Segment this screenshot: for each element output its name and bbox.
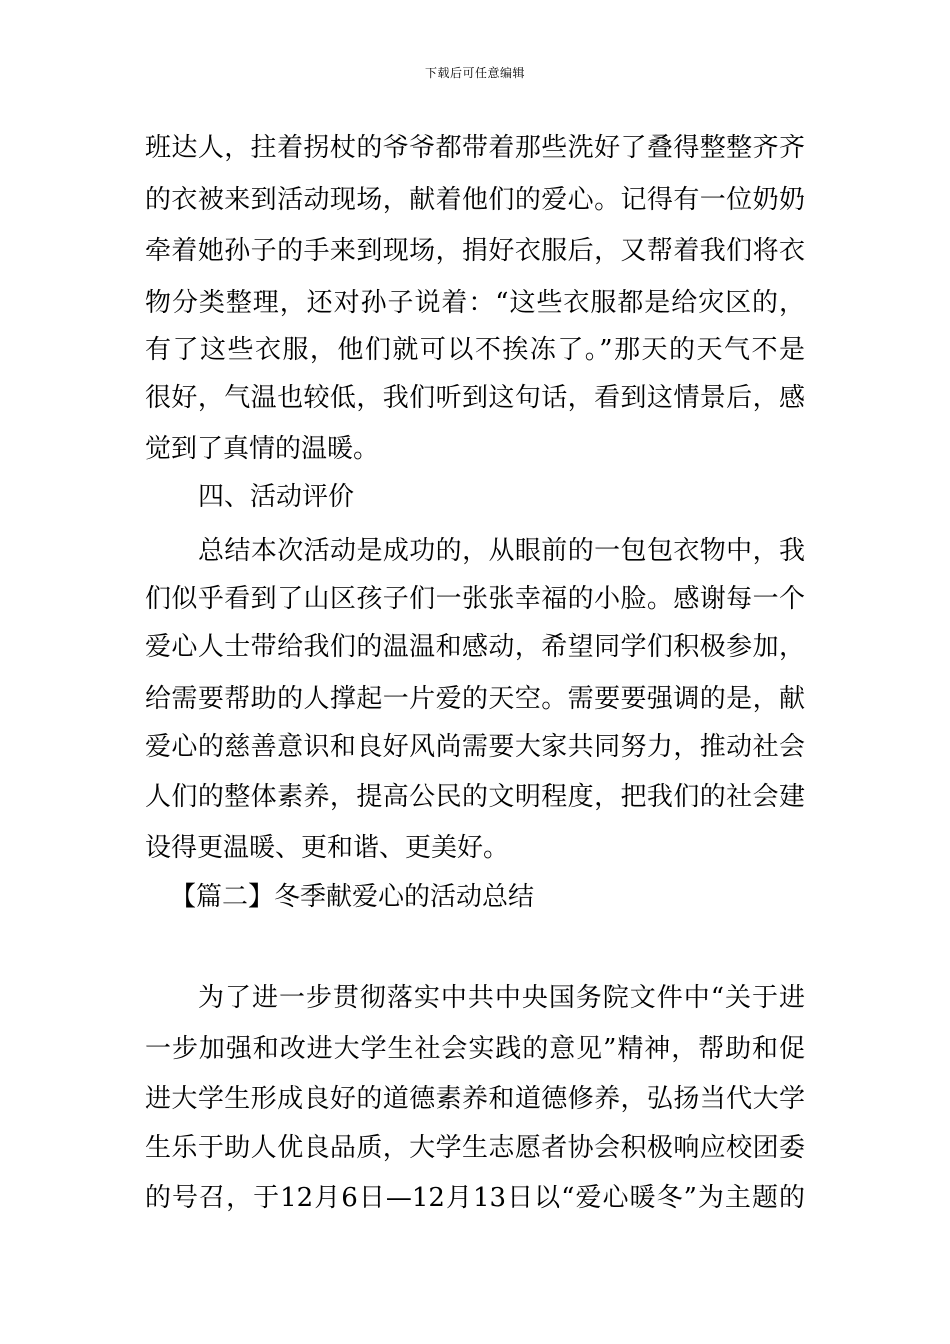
- article-title: 【篇二】冬季献爱心的活动总结: [170, 882, 535, 912]
- paragraph-line: 的号召，于12月6日—12月13日以“爱心暖冬”为主题的: [145, 1183, 805, 1213]
- paragraph-line: 人们的整体素养，提高公民的文明程度，把我们的社会建: [145, 782, 805, 812]
- paragraph-line: 一步加强和改进大学生社会实践的意见”精神，帮助和促: [145, 1034, 805, 1064]
- paragraph-line: 爱心人士带给我们的温温和感动，希望同学们积极参加，: [145, 632, 805, 662]
- paragraph-line: 有了这些衣服，他们就可以不挨冻了。”那天的天气不是: [145, 335, 805, 365]
- paragraph-line: 的衣被来到活动现场，献着他们的爱心。记得有一位奶奶: [145, 185, 805, 215]
- paragraph-line: 觉到了真情的温暖。: [145, 434, 380, 464]
- paragraph-line: 班达人，拄着拐杖的爷爷都带着那些洗好了叠得整整齐齐: [145, 133, 805, 163]
- paragraph-line: 很好，气温也较低，我们听到这句话，看到这情景后，感: [145, 383, 805, 413]
- paragraph-line: 物分类整理，还对孙子说着：“这些衣服都是给灾区的，: [145, 288, 805, 318]
- paragraph-line: 生乐于助人优良品质，大学生志愿者协会积极响应校团委: [145, 1133, 805, 1163]
- paragraph-line: 总结本次活动是成功的，从眼前的一包包衣物中，我: [198, 536, 805, 566]
- paragraph-line: 设得更温暖、更和谐、更美好。: [145, 833, 510, 863]
- section-heading: 四、活动评价: [198, 482, 355, 512]
- paragraph-line: 们似乎看到了山区孩子们一张张幸福的小脸。感谢每一个: [145, 584, 805, 614]
- paragraph-line: 给需要帮助的人撑起一片爱的天空。需要要强调的是，献: [145, 684, 805, 714]
- paragraph-line: 为了进一步贯彻落实中共中央国务院文件中“关于进: [198, 983, 805, 1013]
- paragraph-line: 爱心的慈善意识和良好风尚需要大家共同努力，推动社会: [145, 732, 805, 762]
- paragraph-line: 进大学生形成良好的道德素养和道德修养，弘扬当代大学: [145, 1084, 805, 1114]
- page-header: 下载后可任意编辑: [424, 66, 525, 80]
- paragraph-line: 牵着她孙子的手来到现场，捐好衣服后，又帮着我们将衣: [145, 236, 805, 266]
